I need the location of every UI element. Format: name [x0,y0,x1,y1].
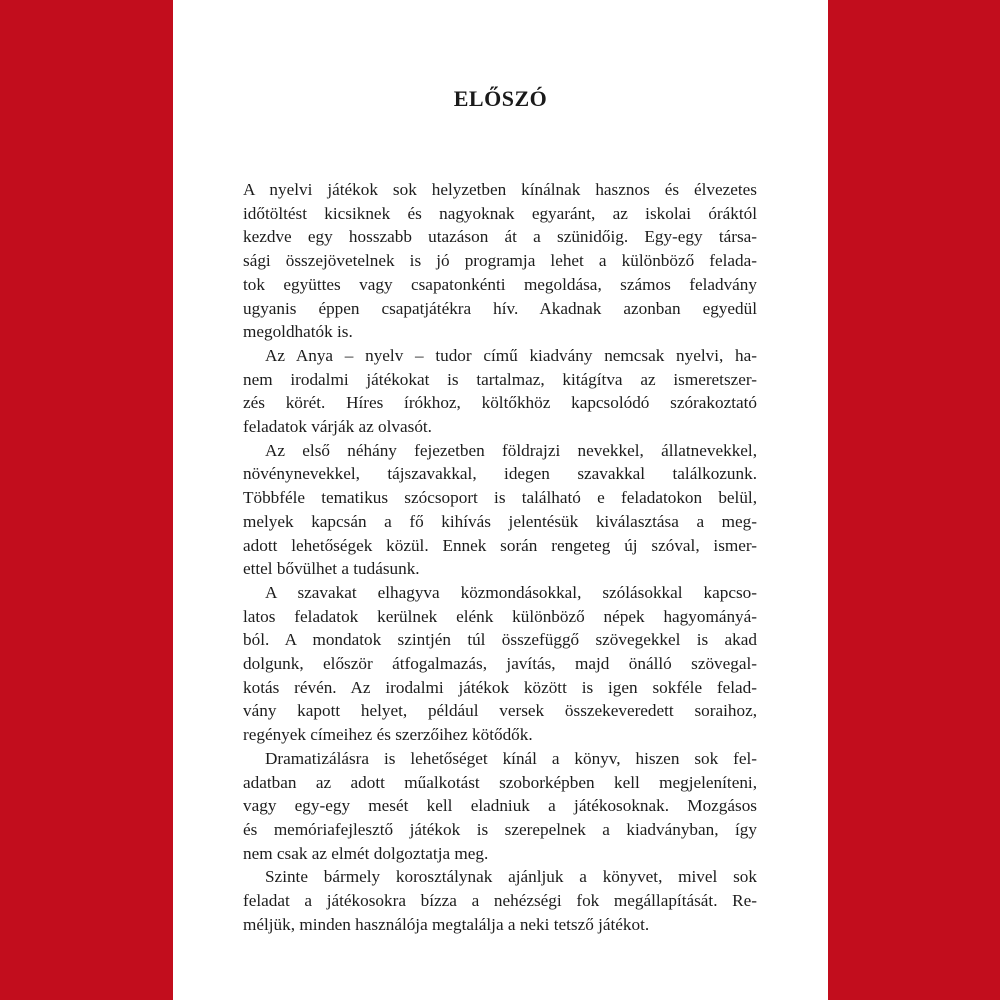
page-title: ELŐSZÓ [453,86,548,111]
text-line: Dramatizálásra is lehetőséget kínál a könyv, hiszen sok fel- [265,748,757,768]
text-line: nem csak az elmét dolgoztatja meg. [243,843,489,863]
text-line: sági összejövetelnek is jó programja lehet a különböző felada- [243,251,757,271]
book-page [173,0,828,1000]
text-line: ból. A mondatok szintjén túl összefüggő szövegekkel is akad [243,630,757,650]
text-line: Az első néhány fejezetben földrajzi nevekkel, állatnevekkel, [265,440,757,460]
text-line: kezdve egy hosszabb utazáson át a szünidőig. Egy-egy társa- [243,227,757,247]
text-line: Többféle tematikus szócsoport is található e feladatokon belül, [243,488,757,508]
text-line: növénynevekkel, tájszavakkal, idegen szavakkal találkozunk. [243,464,757,484]
text-line: vány kapott helyet, például versek összekeveredett soraihoz, [243,701,757,721]
text-line: adott lehetőségek közül. Ennek során rengeteg új szóval, ismer- [243,535,757,555]
text-line: melyek kapcsán a fő kihívás jelentésük kiválasztása a meg- [243,511,757,531]
text-line: zés körét. Híres írókhoz, költőkhöz kapcsolódó szórakoztató [243,393,757,413]
text-line: tok együttes vagy csapatonkénti megoldása, számos feladvány [243,274,757,294]
text-line: méljük, minden használója megtalálja a neki tetsző játékot. [243,914,650,934]
text-line: latos feladatok kerülnek elénk különböző népek hagyományá- [243,606,757,626]
text-line: kotás révén. Az irodalmi játékok között is igen sokféle felad- [243,677,757,697]
text-line: dolgunk, először átfogalmazás, javítás, majd önálló szövegal- [243,654,757,674]
text-line: A nyelvi játékok sok helyzetben kínálnak hasznos és élvezetes [243,180,757,199]
text-line: időtöltést kicsiknek és nagyoknak egyaránt, az iskolai óráktól [243,203,757,223]
text-line: vagy egy-egy mesét kell eladniuk a játékosoknak. Mozgásos [243,796,757,816]
text-line: feladatok várják az olvasót. [243,417,432,437]
text-line: ugyanis éppen csapatjátékra hív. Akadnak azonban egyedül [243,298,757,318]
preface-body [243,178,757,937]
text-line: és memóriafejlesztő játékok is szerepelnek a kiadványban, így [243,819,757,839]
text-line: adatban az adott műalkotást szoborképben kell megjeleníteni, [243,772,757,792]
text-line: megoldhatók is. [243,322,353,342]
text-line: Szinte bármely korosztálynak ajánljuk a könyvet, mivel sok [265,867,757,887]
text-line: Az Anya – nyelv – tudor című kiadvány nemcsak nyelvi, ha- [265,345,757,365]
text-line: regények címeihez és szerzőihez kötődők. [243,725,533,745]
text-line: nem irodalmi játékokat is tartalmaz, kitágítva az ismeretszer- [243,369,757,389]
text-line: A szavakat elhagyva közmondásokkal, szólásokkal kapcso- [265,582,757,602]
text-line: ettel bővülhet a tudásunk. [243,559,420,579]
text-line: feladat a játékosokra bízza a nehézségi fok megállapítását. Re- [243,891,757,911]
